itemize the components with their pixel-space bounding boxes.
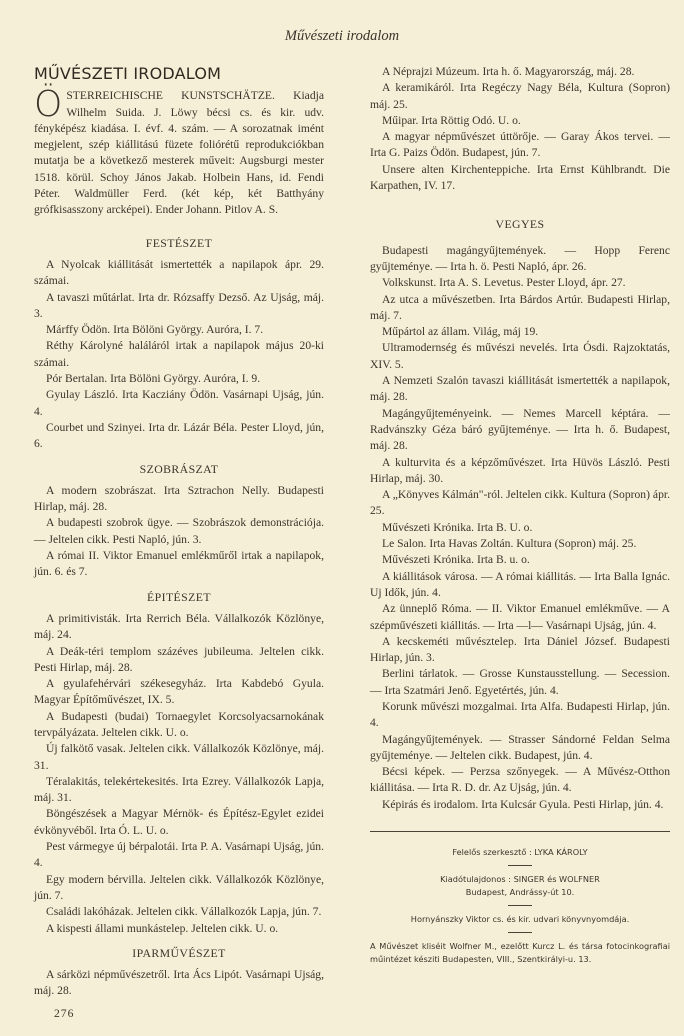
subsection-title-szobraszat: SZOBRÁSZAT [139, 461, 219, 476]
bibliography-entry: Műipar. Irta Röttig Odó. U. o. [382, 113, 521, 127]
divider [370, 831, 670, 832]
bibliography-entry: A kispesti állami munkástelep. Jeltelen cikk. U. o. [46, 921, 279, 935]
bibliography-entry: Családi lakóházak. Jeltelen cikk. Vállalkozók Lapja, jún. 7. [46, 905, 322, 919]
section-title: MŰVÉSZETI IRODALOM [34, 64, 222, 83]
bibliography-entry: Pór Bertalan. Irta Bölöni György. Auróra, I. 9. [46, 372, 261, 386]
right-column [370, 64, 670, 966]
bibliography-entry: A primitivisták. Irta Rerrich Béla. Vállalkozók Közlönye, máj. 24. [34, 611, 324, 642]
bibliography-entry: A kulturvita és a képzőművészet. Irta Hüvös László. Pesti Hirlap, máj. 30. [370, 455, 670, 485]
subsection-title-iparmuveszet: IPARMŰVÉSZET [132, 945, 226, 960]
bibliography-entry: A Deák-téri templom százéves jubileuma. Jeltelen cikk. Pesti Hirlap, máj. 28. [34, 644, 324, 674]
bibliography-entry: Az utca a művészetben. Irta Bárdos Artúr. Budapesti Hirlap, máj. 7. [370, 292, 670, 322]
bibliography-entry: Egy modern bérvilla. Jeltelen cikk. Vállalkozók Közlönye, jún. 7. [34, 872, 324, 902]
subsection-title-epiteszet: ÉPITÉSZET [147, 589, 211, 604]
bibliography-entry: Művészeti Krónika. Irta B. u. o. [382, 553, 530, 567]
bibliography-entry: Budapesti magángyűjtemények. — Hopp Ferenc gyűjteménye. — Irta h. ö. Pesti Napló, ápr. 26. [370, 243, 670, 273]
bibliography-entry: A Nyolcak kiállitását ismertették a napilapok ápr. 29. számai. [34, 257, 324, 288]
bibliography-entry: A sárközi népművészetről. Irta Ács Lipót. Vasárnapi Ujság, máj. 28. [34, 968, 324, 998]
publisher-line: Kiadótulajdonos : SINGER és WOLFNER [440, 874, 600, 885]
bibliography-entry: Téralakitás, telekértekesités. Irta Ezrey. Vállalkozók Lapja, máj. 31. [34, 774, 324, 805]
bibliography-entry: A római II. Viktor Emanuel emlékműről irtak a napilapok, jún. 6. és 7. [34, 549, 324, 579]
left-column [34, 64, 324, 1022]
bibliography-entry: Magángyűjtemények. — Strasser Sándorné Feldan Selma gyűjteménye. — Jeltelen cikk. Budapest, jún. 4. [370, 732, 670, 762]
bibliography-entry: Volkskunst. Irta A. S. Levetus. Pester Lloyd, ápr. 27. [382, 276, 626, 290]
bibliography-entry: Bécsi képek. — Perzsa szőnyegek. — A Művész-Otthon kiállitása. — Irta R. D. dr. Az Ujság, jún. 4. [370, 765, 670, 795]
bibliography-entry: Courbet und Szinyei. Irta dr. Lázár Béla. Pester Lloyd, jún, 6. [34, 420, 324, 451]
address-line: Budapest, Andrássy-út 10. [465, 887, 575, 898]
szobraszat-entries [34, 483, 324, 581]
bibliography-entry: Műpártol az állam. Világ, máj 19. [382, 325, 539, 339]
bibliography-entry: A gyulafehérvári székesegyház. Irta Kabdebó Gyula. Magyar Építőművészet, IX. 5. [34, 677, 324, 707]
imprint [370, 846, 670, 966]
credit-line: A Művészet kliséit Wolfner M., ezelőtt Kurcz L. és társa fotocinkografiai műintézet késziti Budapesten, VIII., Szentkirályi-u. 13. [370, 941, 670, 965]
short-divider [508, 932, 532, 933]
vegyes-entries [370, 243, 670, 813]
bibliography-entry: Művészeti Krónika. Irta B. U. o. [382, 520, 533, 534]
bibliography-entry: A modern szobrászat. Irta Sztrachon Nelly. Budapesti Hirlap, máj. 28. [34, 483, 324, 514]
bibliography-entry: Unsere alten Kirchenteppiche. Irta Ernst Kühlbrandt. Die Karpathen, IV. 17. [370, 162, 670, 193]
iparmuveszet-entries [34, 967, 324, 1000]
bibliography-entry: A Néprajzi Múzeum. Irta h. ő. Magyarország, máj. 28. [382, 65, 635, 78]
iparmuveszet-continued-entries [370, 64, 670, 194]
bibliography-entry: A „Könyves Kálmán"-ról. Jeltelen cikk. Kultura (Sopron) ápr. 25. [370, 488, 670, 518]
subsection-title-festeszet: FESTÉSZET [145, 235, 213, 250]
bibliography-entry: Magángyűjteményeink. — Nemes Marcell képtára. — Radvánszky Géza báró gyűjteménye. — Irta h. ő. Budapest, máj. 28. [370, 406, 670, 453]
drop-cap: Ö [34, 84, 63, 126]
bibliography-entry: Új falkötő vasak. Jeltelen cikk. Vállalkozók Közlönye, máj. 31. [34, 742, 324, 772]
bibliography-entry: A Nemzeti Szalón tavaszi kiállitását ismertették a napilapok, máj. 28. [370, 374, 670, 404]
bibliography-entry: A tavaszi műtárlat. Irta dr. Rózsaffy Dezső. Az Ujság, máj. 3. [34, 290, 324, 320]
festeszet-entries [34, 257, 324, 453]
bibliography-entry: A kecskeméti művésztelep. Irta Dániel József. Budapesti Hirlap, jún. 3. [370, 634, 670, 665]
subsection-title-vegyes: VEGYES [495, 217, 545, 232]
bibliography-entry: Ultramodernség és művészi nevelés. Irta Ósdi. Rajzoktatás, XIV. 5. [370, 341, 670, 371]
running-head: Művészeti irodalom [284, 28, 400, 44]
bibliography-entry: A budapesti szobrok ügye. — Szobrászok demonstrációja. — Jeltelen cikk. Pesti Napló, jún. 3. [34, 516, 324, 546]
bibliography-entry: Berlini tárlatok. — Grosse Kunstausstellung. — Secession. — Irta Szatmári Jenő. Egyetértés, jún. 4. [370, 667, 670, 697]
bibliography-entry: A kiállitások városa. — A római kiállitás. — Irta Balla Ignác. Uj Idők, jún. 4. [370, 569, 670, 599]
bibliography-entry: Pest vármegye új bérpalotái. Irta P. A. Vasárnapi Ujság, jún. 4. [34, 840, 324, 870]
bibliography-entry: Le Salon. Irta Havas Zoltán. Kultura (Sopron) máj. 25. [382, 537, 637, 551]
epiteszet-entries [34, 611, 324, 937]
short-divider [508, 865, 532, 866]
bibliography-entry: A magyar népművészet úttörője. — Garay Ákos tervei. — Irta G. Paizs Ödön. Budapest, jún. 7. [370, 130, 670, 160]
short-divider [508, 905, 532, 906]
intro-paragraph [34, 84, 324, 218]
bibliography-entry: Gyulay László. Irta Kacziány Ödön. Vasárnapi Ujság, jún. 4. [34, 388, 324, 418]
bibliography-entry: Márffy Ödön. Irta Bölöni György. Auróra, I. 7. [46, 323, 264, 337]
intro-text: STERREICHISCHE KUNSTSCHÄTZE. Kiadja Wilhelm Suida. J. Löwy bécsi cs. és kir. udv. fényképész kiadása. I. évf. 4. szám. — A sorozatnak imént megjelent, szép kiállitású füzete foliórétű reprodukciókban mutatja be a következő mesterek műveit: Augsburgi mester 1518. körül. Schoy János Jakab. Holbein Hans, id. Fendi Péter. Waldmüller Ferd. (két kép, két Batthyány grófkisasszony arcképei). Ender Johann. Pitlov A. S. [34, 89, 324, 217]
editor-line: Felelős szerkesztő : LYKA KÁROLY [452, 847, 588, 858]
bibliography-entry: A Budapesti (budai) Tornaegylet Korcsolyacsarnokának tervpályázata. Jeltelen cikk. U. o. [34, 709, 324, 739]
page-number: 276 [54, 1006, 75, 1020]
bibliography-entry: Réthy Károlyné haláláról irtak a napilapok május 20-ki számai. [34, 339, 324, 369]
bibliography-entry: Az ünneplő Róma. — II. Viktor Emanuel emlékműve. — A szépművészeti kiállitás. — Irta —l— Vasárnapi Ujság, jún. 4. [370, 602, 670, 632]
bibliography-entry: A keramikáról. Irta Regéczy Nagy Béla, Kultura (Sopron) máj. 25. [370, 81, 670, 111]
bibliography-entry: Képirás és irodalom. Irta Kulcsár Gyula. Pesti Hirlap, jún. 4. [382, 797, 664, 811]
bibliography-entry: Korunk művészi mozgalmai. Irta Alfa. Budapesti Hirlap, jún. 4. [370, 699, 670, 730]
bibliography-entry: Böngészések a Magyar Mérnök- és Építész-Egylet ezidei évkönyvéből. Irta Ó. L. U. o. [34, 807, 324, 837]
printer-line: Hornyánszky Viktor cs. és kir. udvari könyvnyomdája. [410, 914, 630, 925]
